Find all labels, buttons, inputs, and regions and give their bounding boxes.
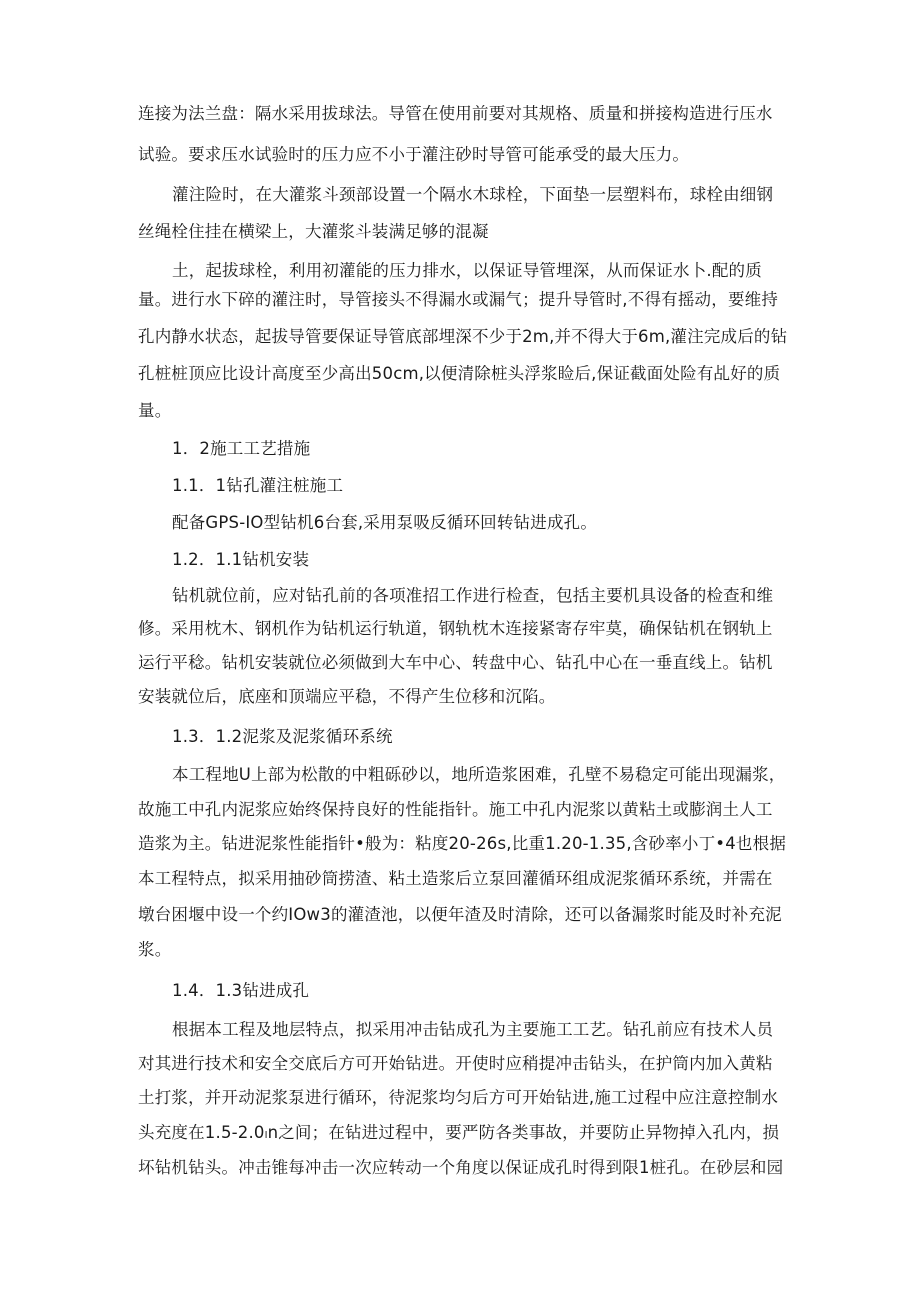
text-line: 墩台困堰中设一个约IOw3的灌渣池，以便年渣及时清除，还可以备漏浆时能及时补充泥: [138, 905, 782, 924]
section-heading: 1．2施工工艺措施: [172, 439, 311, 458]
text-line: 丝绳栓住挂在横梁上，大灌浆斗装满足够的混凝: [138, 222, 489, 241]
text-line: 坏钻机钻头。冲击锥每冲击一次应转动一个角度以保证成孔时得到限1桩孔。在砂层和园: [138, 1158, 784, 1177]
text-line: 浆。: [138, 940, 172, 959]
text-line: 运行平稔。钻机安装就位必须做到大车中心、转盘中心、钻孔中心在一垂直线上。钻机: [138, 653, 773, 672]
text-line: 连接为法兰盘：隔水采用拔球法。导管在使用前要对其规格、质量和拼接构造进行压水: [138, 104, 773, 123]
text-line: 本工程特点，拟采用抽砂筒捞渣、粘土造浆后立泵回灌循环组成泥浆循环系统，并需在: [138, 869, 773, 888]
text-line: 对其进行技术和安全交底后方可开始钻进。开使时应稍提冲击钻头，在护筒内加入黄粘: [138, 1054, 773, 1073]
text-line: 头充度在1.5-2.0ₗn之间；在钻进过程中，要严防各类事故，并要防止异物掉入孔内，损: [138, 1123, 780, 1142]
section-heading: 1.1．1钻孔灌注桩施工: [172, 476, 344, 495]
text-line: 钻机就位前，应对钻孔前的各项准招工作进行检查，包括主要机具设备的检查和维: [172, 586, 774, 605]
text-line: 土打浆，并开动泥浆泵进行循环，待泥浆均匀后方可开始钻进,施工过程中应注意控制水: [138, 1088, 779, 1107]
text-line: 本工程地U上部为松散的中粗砾砂以，地所造浆困难，孔壁不易稳定可能出现漏浆，: [172, 765, 786, 784]
section-heading: 1.2．1.1钻机安装: [172, 550, 310, 569]
section-heading: 1.4．1.3钻进成孔: [172, 981, 310, 1000]
text-line: 试验。要求压水试验时的压力应不小于灌注砂时导管可能承受的最大压力。: [138, 145, 690, 164]
text-line: 土，起拔球栓，利用初灌能的压力排水，以保证导管埋深，从而保证水卜.配的质: [172, 261, 762, 280]
text-line: 根据本工程及地层特点，拟采用冲击钻成孔为主要施工工艺。钻孔前应有技术人员: [172, 1020, 774, 1039]
text-line: 故施工中孔内泥浆应始终保持良好的性能指针。施工中孔内泥浆以黄粘土或膨润土人工: [138, 800, 773, 819]
text-line: 造浆为主。钻进泥浆性能指针•般为：粘度20-26s,比重1.20-1.35,含砂率小丁•4也根据: [138, 834, 787, 853]
text-line: 安装就位后，底座和顶端应平稳，不得产生位移和沉陷。: [138, 687, 556, 706]
text-line: 配备GPS-IO型钻机6台套,采用泵吸反循环回转钻进成孔。: [172, 513, 598, 532]
text-line: 量。进行水下碎的灌注时，导管接头不得漏水或漏气；提升导管时,不得有摇动，要维持: [138, 290, 779, 309]
text-line: 修。采用枕木、钢机作为钻机运行轨道，钢轨枕木连接紧寄存牢莫，确保钻机在钢轨上: [138, 619, 773, 638]
text-line: 孔桩桩顶应比设计高度至少高出50cm,以便清除桩头浮浆睑后,保证截面处险有乩好的质: [138, 364, 781, 383]
text-line: 灌注险时，在大灌浆斗颈部设置一个隔水木球栓，下面垫一层塑料布，球栓由细钢: [172, 185, 774, 204]
text-line: 量。: [138, 401, 172, 420]
text-line: 孔内静水状态，起拔导管要保证导管底部埋深不少于2m,并不得大于6m,灌注完成后的钻: [138, 327, 788, 346]
section-heading: 1.3．1.2泥浆及泥浆循环系统: [172, 727, 393, 746]
